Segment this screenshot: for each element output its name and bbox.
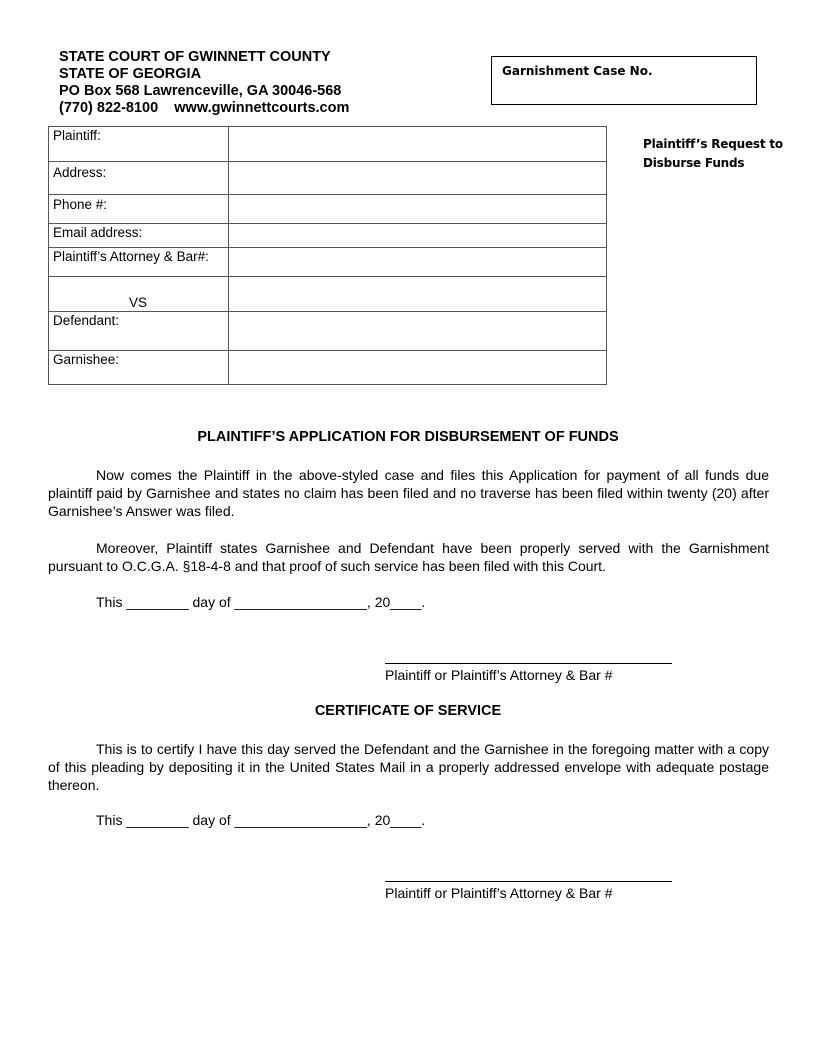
plaintiff-field[interactable] <box>229 127 607 162</box>
phone-label-text: Phone #: <box>53 197 108 212</box>
garnishee-label <box>49 351 229 385</box>
plaintiff-label: Plaintiff: <box>49 127 229 162</box>
court-name: STATE COURT OF GWINNETT COUNTY <box>59 49 331 65</box>
vs-label: VS <box>129 295 148 310</box>
case-number-box[interactable] <box>491 56 757 105</box>
address-label <box>49 162 229 195</box>
attorney-field[interactable] <box>229 248 607 277</box>
form-name-line2: Disburse Funds <box>643 156 745 170</box>
email-field[interactable] <box>229 224 607 248</box>
court-header <box>59 49 349 117</box>
email-label-text: Email address: <box>53 225 143 240</box>
case-caption-table <box>48 126 607 385</box>
phone-field[interactable] <box>229 195 607 224</box>
application-signature-line[interactable] <box>385 663 672 664</box>
certificate-signature-label: Plaintiff or Plaintiff’s Attorney & Bar # <box>385 885 613 901</box>
court-address: PO Box 568 Lawrenceville, GA 30046-568 <box>59 83 342 99</box>
phone-label <box>49 195 229 224</box>
form-name-line1: Plaintiff’s Request to <box>643 137 783 151</box>
address-field[interactable] <box>229 162 607 195</box>
certificate-signature-line[interactable] <box>385 881 672 882</box>
email-label <box>49 224 229 248</box>
form-name <box>643 135 783 173</box>
defendant-field[interactable] <box>229 312 607 351</box>
vs-field[interactable] <box>229 277 607 312</box>
vs-cell <box>49 277 229 312</box>
garnishee-field[interactable] <box>229 351 607 385</box>
certificate-paragraph: This is to certify I have this day served the Defendant and the Garnishee in the foregoing matter with a copy of this pleading by depositing it in the United States Mail in a properly addressed envelope with adequate postage thereon. <box>48 741 769 793</box>
case-number-label: Garnishment Case No. <box>502 64 653 78</box>
application-signature-label: Plaintiff or Plaintiff’s Attorney & Bar # <box>385 667 613 683</box>
address-label-text: Address: <box>53 165 107 180</box>
court-state: STATE OF GEORGIA <box>59 66 202 82</box>
attorney-label <box>49 248 229 277</box>
garnishee-label-text: Garnishee: <box>53 352 120 367</box>
application-date-line[interactable]: This ________ day of _________________, 20____. <box>96 594 426 610</box>
certificate-date-line[interactable]: This ________ day of _________________, 20____. <box>96 812 426 828</box>
defendant-label <box>49 312 229 351</box>
application-title: PLAINTIFF’S APPLICATION FOR DISBURSEMENT OF FUNDS <box>197 429 619 445</box>
application-paragraph-2: Moreover, Plaintiff states Garnishee and Defendant have been properly served with the Garnishment pursuant to O.C.G.A. §18-4-8 and that proof of such service has been filed with this Court. <box>48 540 769 574</box>
court-contact: (770) 822-8100 www.gwinnettcourts.com <box>59 100 350 116</box>
attorney-label-text: Plaintiff’s Attorney & Bar#: <box>53 249 209 264</box>
application-paragraph-1: Now comes the Plaintiff in the above-styled case and files this Application for payment of all funds due plaintiff paid by Garnishee and states no claim has been filed and no traverse has been filed within twenty (20) after Garnishee’s Answer was filed. <box>48 467 769 519</box>
defendant-label-text: Defendant: <box>53 313 120 328</box>
certificate-title: CERTIFICATE OF SERVICE <box>314 703 502 719</box>
